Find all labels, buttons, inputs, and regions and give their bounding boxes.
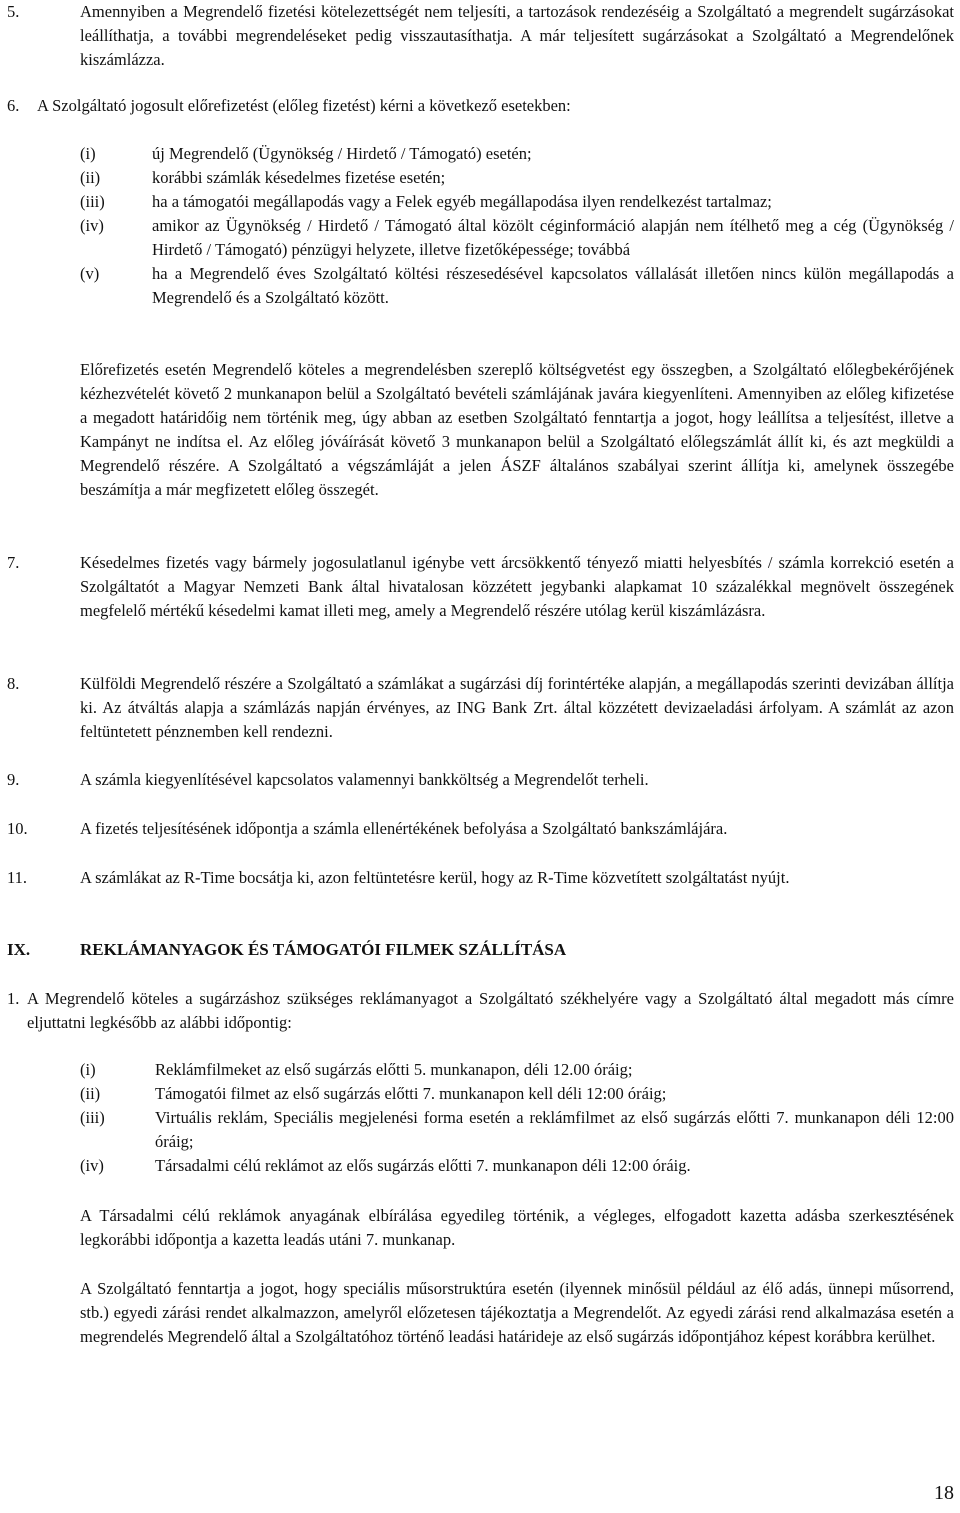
- section-number: 7.: [7, 553, 20, 572]
- chapter-number: IX.: [7, 940, 31, 959]
- section-text: A Szolgáltató jogosult előrefizetést (előleg fizetést) kérni a következő esetekben:: [37, 96, 571, 115]
- list-item-label: (iv): [80, 216, 104, 235]
- section-10: [0, 817, 960, 841]
- list-item-label: (iii): [80, 1108, 105, 1127]
- numbered-paragraph: [0, 768, 960, 792]
- list-item-label: (iv): [80, 1156, 104, 1175]
- section-number: 8.: [7, 674, 20, 693]
- chapter-title: REKLÁMANYAGOK ÉS TÁMOGATÓI FILMEK SZÁLLÍTÁSA: [80, 940, 567, 959]
- section-6-list: [80, 142, 954, 310]
- chapter-ix-point-1: [0, 987, 960, 1035]
- numbered-paragraph: [0, 551, 960, 623]
- list-item-text: ha a támogatói megállapodás vagy a Felek egyéb megállapodása ilyen rendelkezést tartalmaz;: [152, 192, 772, 211]
- list-item: [80, 1058, 954, 1082]
- section-text: A számla kiegyenlítésével kapcsolatos valamennyi bankköltség a Megrendelőt terheli.: [80, 770, 649, 789]
- section-number: 1.: [7, 989, 20, 1008]
- section-text: Külföldi Megrendelő részére a Szolgáltató a számlákat a sugárzási díj forintértéke alapján, a megállapodás szerinti devizában állítja ki. Az átváltás alapja a számlázás napján érvényes, az ING Bank Zrt. által közzétett devizaeladási árfolyam. A számlát az azon feltüntetett pénznemben kell rendezni.: [80, 674, 954, 741]
- list-item-label: (iii): [80, 192, 105, 211]
- numbered-paragraph: [0, 987, 960, 1035]
- section-9: [0, 768, 960, 792]
- list-item-label: (i): [80, 144, 96, 163]
- section-7: [0, 551, 960, 623]
- numbered-paragraph: [0, 94, 960, 118]
- list-item-text: amikor az Ügynökség / Hirdető / Támogató által közölt céginformáció alapján nem ítélhető meg a cég (Ügynökség / Hirdető / Támogató) pénzügyi helyzete, illetve fizetőképessége; továbbá: [152, 216, 954, 259]
- list-item-text: ha a Megrendelő éves Szolgáltató költési részesedésével kapcsolatos vállalását illetően nincs külön megállapodás a Megrendelő és a Szolgáltató között.: [152, 264, 954, 307]
- section-text: A Megrendelő köteles a sugárzáshoz szükséges reklámanyagot a Szolgáltató székhelyére vagy a Szolgáltató által megadott más címre eljuttatni legkésőbb az alábbi időpontig:: [27, 989, 954, 1032]
- list-item: [80, 190, 954, 214]
- chapter-ix-list: [80, 1058, 954, 1178]
- section-text: A fizetés teljesítésének időpontja a számla ellenértékének befolyása a Szolgáltató bankszámlájára.: [80, 819, 728, 838]
- list-item: [80, 1106, 954, 1154]
- chapter-heading: [0, 938, 960, 962]
- section-text: Késedelmes fizetés vagy bármely jogosulatlanul igénybe vett árcsökkentő tényező miatti helyesbítés / számla korrekció esetén a Szolgáltatót a Magyar Nemzeti Bank által hivatalosan közzétett jegybanki alapkamat 10 százalékkal megnövelt összegének megfelelő mértékű késedelmi kamat illeti meg, amely a Megrendelő részére utólag kerül kiszámlázásra.: [80, 553, 954, 620]
- list-item: [80, 214, 954, 262]
- section-number: 10.: [7, 819, 28, 838]
- section-5: [0, 0, 960, 72]
- list-item-label: (i): [80, 1060, 96, 1079]
- list-item-text: Támogatói filmet az első sugárzás előtti 7. munkanapon kell déli 12:00 óráig;: [155, 1084, 667, 1103]
- list-item: [80, 262, 954, 310]
- list-item-label: (ii): [80, 1084, 101, 1103]
- list-item: [80, 166, 954, 190]
- list-item-text: Virtuális reklám, Speciális megjelenési forma esetén a reklámfilmet az első sugárzás előtti 7. munkanapon déli 12:00 óráig;: [155, 1108, 954, 1151]
- page-number: 18: [934, 1482, 954, 1504]
- section-text: Amennyiben a Megrendelő fizetési kötelezettségét nem teljesíti, a tartozások rendezéséig a Szolgáltató a megrendelt sugárzásokat leállíthatja, a további megrendeléseket pedig visszautasíthatja. A már teljesített sugárzásokat a Szolgáltató a Megrendelőnek kiszámlázza.: [80, 2, 954, 69]
- section-6: [0, 94, 960, 118]
- section-text: A számlákat az R-Time bocsátja ki, azon feltüntetésre kerül, hogy az R-Time közvetített szolgáltatást nyújt.: [80, 868, 790, 887]
- list-item-text: Reklámfilmeket az első sugárzás előtti 5. munkanapon, déli 12.00 óráig;: [155, 1060, 633, 1079]
- section-number: 11.: [7, 868, 28, 887]
- ix-paragraph-1: A Társadalmi célú reklámok anyagának elbírálása egyedileg történik, a végleges, elfogadott kazetta adásba szerkesztésének legkorábbi időpontja a kazetta leadás utáni 7. munkanap.: [80, 1206, 954, 1249]
- numbered-paragraph: [0, 817, 960, 841]
- section-11: [0, 866, 960, 890]
- section-8: [0, 672, 960, 744]
- numbered-paragraph: [0, 672, 960, 744]
- section-6-paragraph: Előrefizetés esetén Megrendelő köteles a megrendelésben szereplő költségvetést egy összegben, a Szolgáltató előlegbekérőjének kézhezvételét követő 2 munkanapon belül a Szolgáltató bevételi számlájának javára kiegyenlíteni. Amennyiben az előleg kifizetése a megadott határidőig nem történik meg, úgy abban az esetben Szolgáltató fenntartja a jogot, hogy leállítsa a teljesítést, illetve a Kampányt ne indítsa el. Az előleg jóváírását követő 3 munkanapon belül a Szolgáltató előlegszámlát állít ki, és azt megküldi a Megrendelő részére. A Szolgáltató a végszámláját a jelen ÁSZF általános szabályai szerint állítja ki, amelynek összegébe beszámítja a már megfizetett előleg összegét.: [80, 360, 954, 499]
- list-item: [80, 1154, 954, 1178]
- numbered-paragraph: [0, 866, 960, 890]
- list-item-label: (v): [80, 264, 100, 283]
- list-item-text: korábbi számlák késedelmes fizetése esetén;: [152, 168, 446, 187]
- list-item-label: (ii): [80, 168, 101, 187]
- section-number: 6.: [7, 96, 20, 115]
- list-item-text: Társadalmi célú reklámot az elős sugárzás előtti 7. munkanapon déli 12:00 óráig.: [155, 1156, 691, 1175]
- numbered-paragraph: [0, 0, 960, 72]
- section-number: 9.: [7, 770, 20, 789]
- list-item: [80, 142, 954, 166]
- list-item-text: új Megrendelő (Ügynökség / Hirdető / Támogató) esetén;: [152, 144, 532, 163]
- section-number: 5.: [7, 2, 20, 21]
- ix-paragraph-2: A Szolgáltató fenntartja a jogot, hogy speciális műsorstruktúra esetén (ilyennek minősül például az élő adás, ünnepi műsorrend, stb.) egyedi zárási rendet alkalmazzon, amelyről előzetesen tájékoztatja a Megrendelőt. Az egyedi zárási rend alkalmazása esetén a megrendelés Megrendelő által a Szolgáltatóhoz történő leadási határideje az első sugárzás időpontjához képest korábbra kerülhet.: [80, 1279, 954, 1346]
- list-item: [80, 1082, 954, 1106]
